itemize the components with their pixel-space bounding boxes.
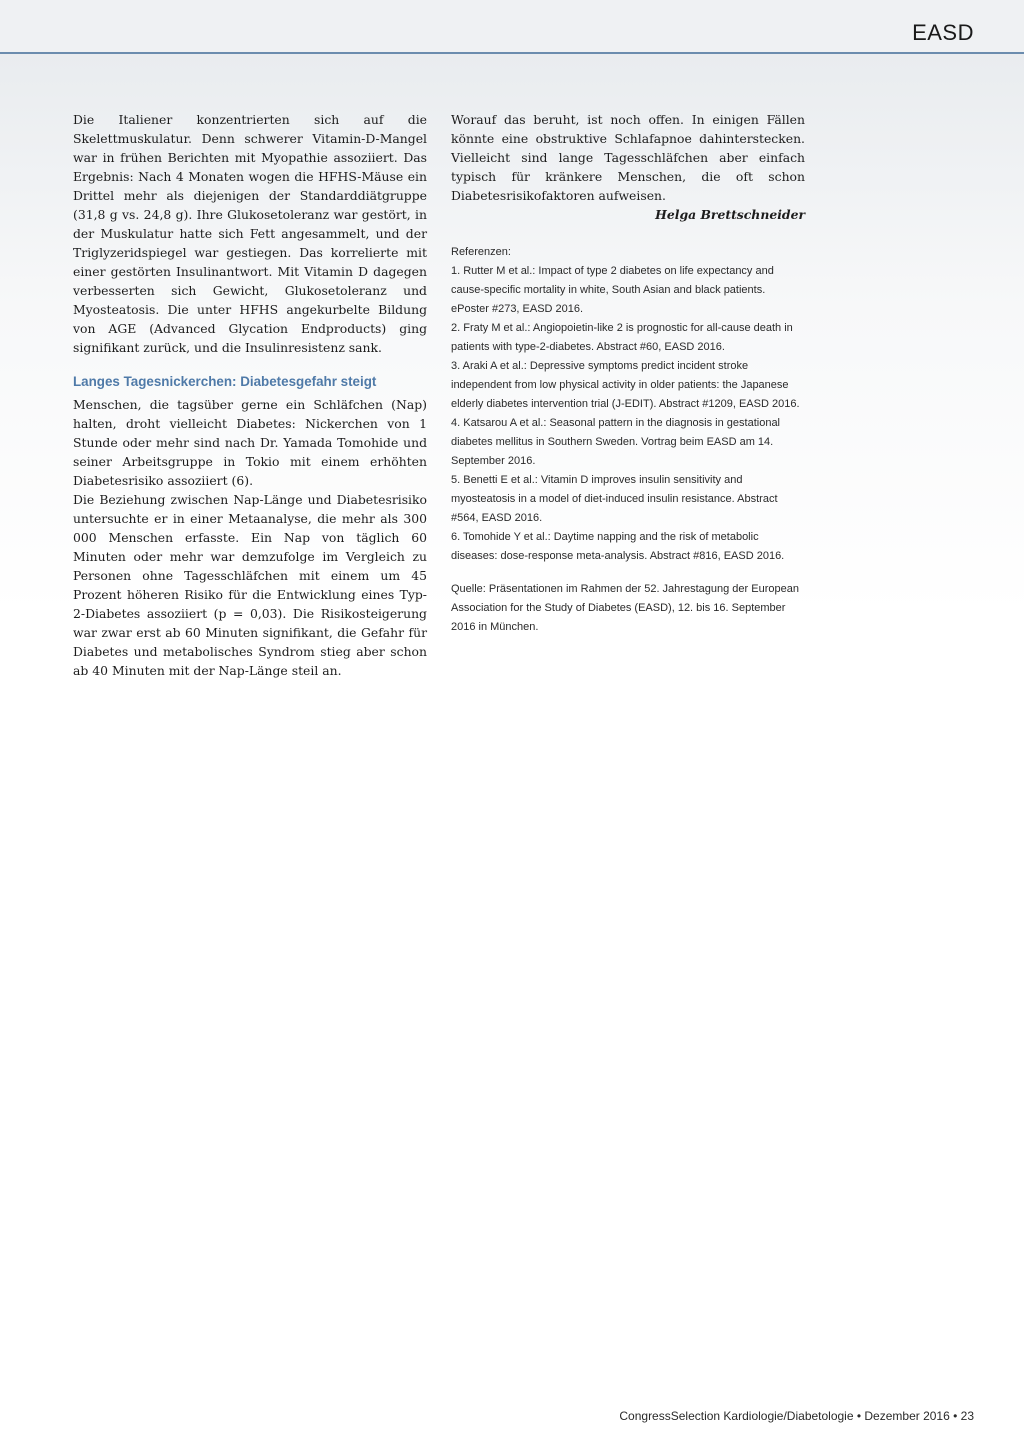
references-section — [451, 243, 805, 637]
page-footer: CongressSelection Kardiologie/Diabetologie • Dezember 2016 • 23 — [619, 1409, 974, 1423]
author-name: Helga Brettschneider — [655, 207, 805, 222]
reference-item: 4. Katsarou A et al.: Seasonal pattern in the diagnosis in gestational diabetes mellitus in Southern Sweden. Vortrag beim EASD am 14. September 2016. — [451, 417, 781, 467]
reference-item: 5. Benetti E et al.: Vitamin D improves insulin sensitivity and myosteatosis in a model of diet-induced insulin resistance. Abstract #564, EASD 2016. — [451, 474, 778, 524]
left-column — [73, 110, 427, 680]
page-header — [0, 0, 1024, 54]
reference-item: 1. Rutter M et al.: Impact of type 2 diabetes on life expectancy and cause-specific mortality in white, South Asian and black patients. ePoster #273, EASD 2016. — [451, 265, 774, 315]
section-subheading: Langes Tagesnickerchen: Diabetesgefahr steigt — [73, 374, 377, 389]
reference-item: 3. Araki A et al.: Depressive symptoms predict incident stroke independent from low physical activity in older patients: the Japanese elderly diabetes intervention trial (J-EDIT). Abstract #1209, EASD 2016. — [451, 360, 800, 410]
body-paragraph: Worauf das beruht, ist noch offen. In einigen Fällen könnte eine obstruktive Schlafapnoe dahinterstecken. Vielleicht sind lange Tagesschläfchen aber einfach typisch für kränkere Menschen, die oft schon Diabetesrisikofaktoren aufweisen. — [451, 112, 805, 203]
reference-item: 6. Tomohide Y et al.: Daytime napping and the risk of metabolic diseases: dose-response meta-analysis. Abstract #816, EASD 2016. — [451, 531, 785, 562]
references-heading: Referenzen: — [451, 246, 511, 258]
body-paragraph: Menschen, die tagsüber gerne ein Schläfchen (Nap) halten, droht vielleicht Diabetes: Nickerchen von 1 Stunde oder mehr sind nach Dr. Yamada Tomohide und seiner Arbeitsgruppe in Tokio mit einem erhöhten Diabetesrisiko assoziiert (6). — [73, 397, 427, 488]
body-paragraph: Die Beziehung zwischen Nap-Länge und Diabetesrisiko untersuchte er in einer Metaanalyse, die mehr als 300 000 Menschen erfasste. Ein Nap von täglich 60 Minuten oder mehr war demzufolge im Vergleich zu Personen ohne Tagesschläfchen mit einem um 45 Prozent höheren Risiko für die Entwicklung eines Typ-2-Diabetes assoziiert (p = 0,03). Die Risikosteigerung war zwar erst ab 60 Minuten signifikant, die Gefahr für Diabetes und metabolisches Syndrom stieg aber schon ab 40 Minuten mit der Nap-Länge steil an. — [73, 492, 427, 678]
source-note: Quelle: Präsentationen im Rahmen der 52. Jahrestagung der European Association for the Study of Diabetes (EASD), 12. bis 16. September 2016 in München. — [451, 583, 799, 633]
right-column — [451, 110, 805, 637]
body-paragraph: Die Italiener konzentrierten sich auf die Skelettmuskulatur. Denn schwerer Vitamin-D-Mangel war in frühen Berichten mit Myopathie assoziiert. Das Ergebnis: Nach 4 Monaten wogen die HFHS-Mäuse ein Drittel mehr als diejenigen der Standarddiätgruppe (31,8 g vs. 24,8 g). Ihre Glukosetoleranz war gestört, in der Muskulatur hatte sich Fett angesammelt, und der Triglyzeridspiegel war gestiegen. Das korrelierte mit einer gestörten Insulinantwort. Mit Vitamin D dagegen verbesserten sich Gewicht, Glukosetoleranz und Myosteatosis. Die unter HFHS angekurbelte Bildung von AGE (Advanced Glycation Endproducts) ging signifikant zurück, und die Insulinresistenz sank. — [73, 112, 427, 355]
reference-item: 2. Fraty M et al.: Angiopoietin-like 2 is prognostic for all-cause death in patients with type-2-diabetes. Abstract #60, EASD 2016. — [451, 322, 793, 353]
section-title: EASD — [912, 20, 974, 45]
